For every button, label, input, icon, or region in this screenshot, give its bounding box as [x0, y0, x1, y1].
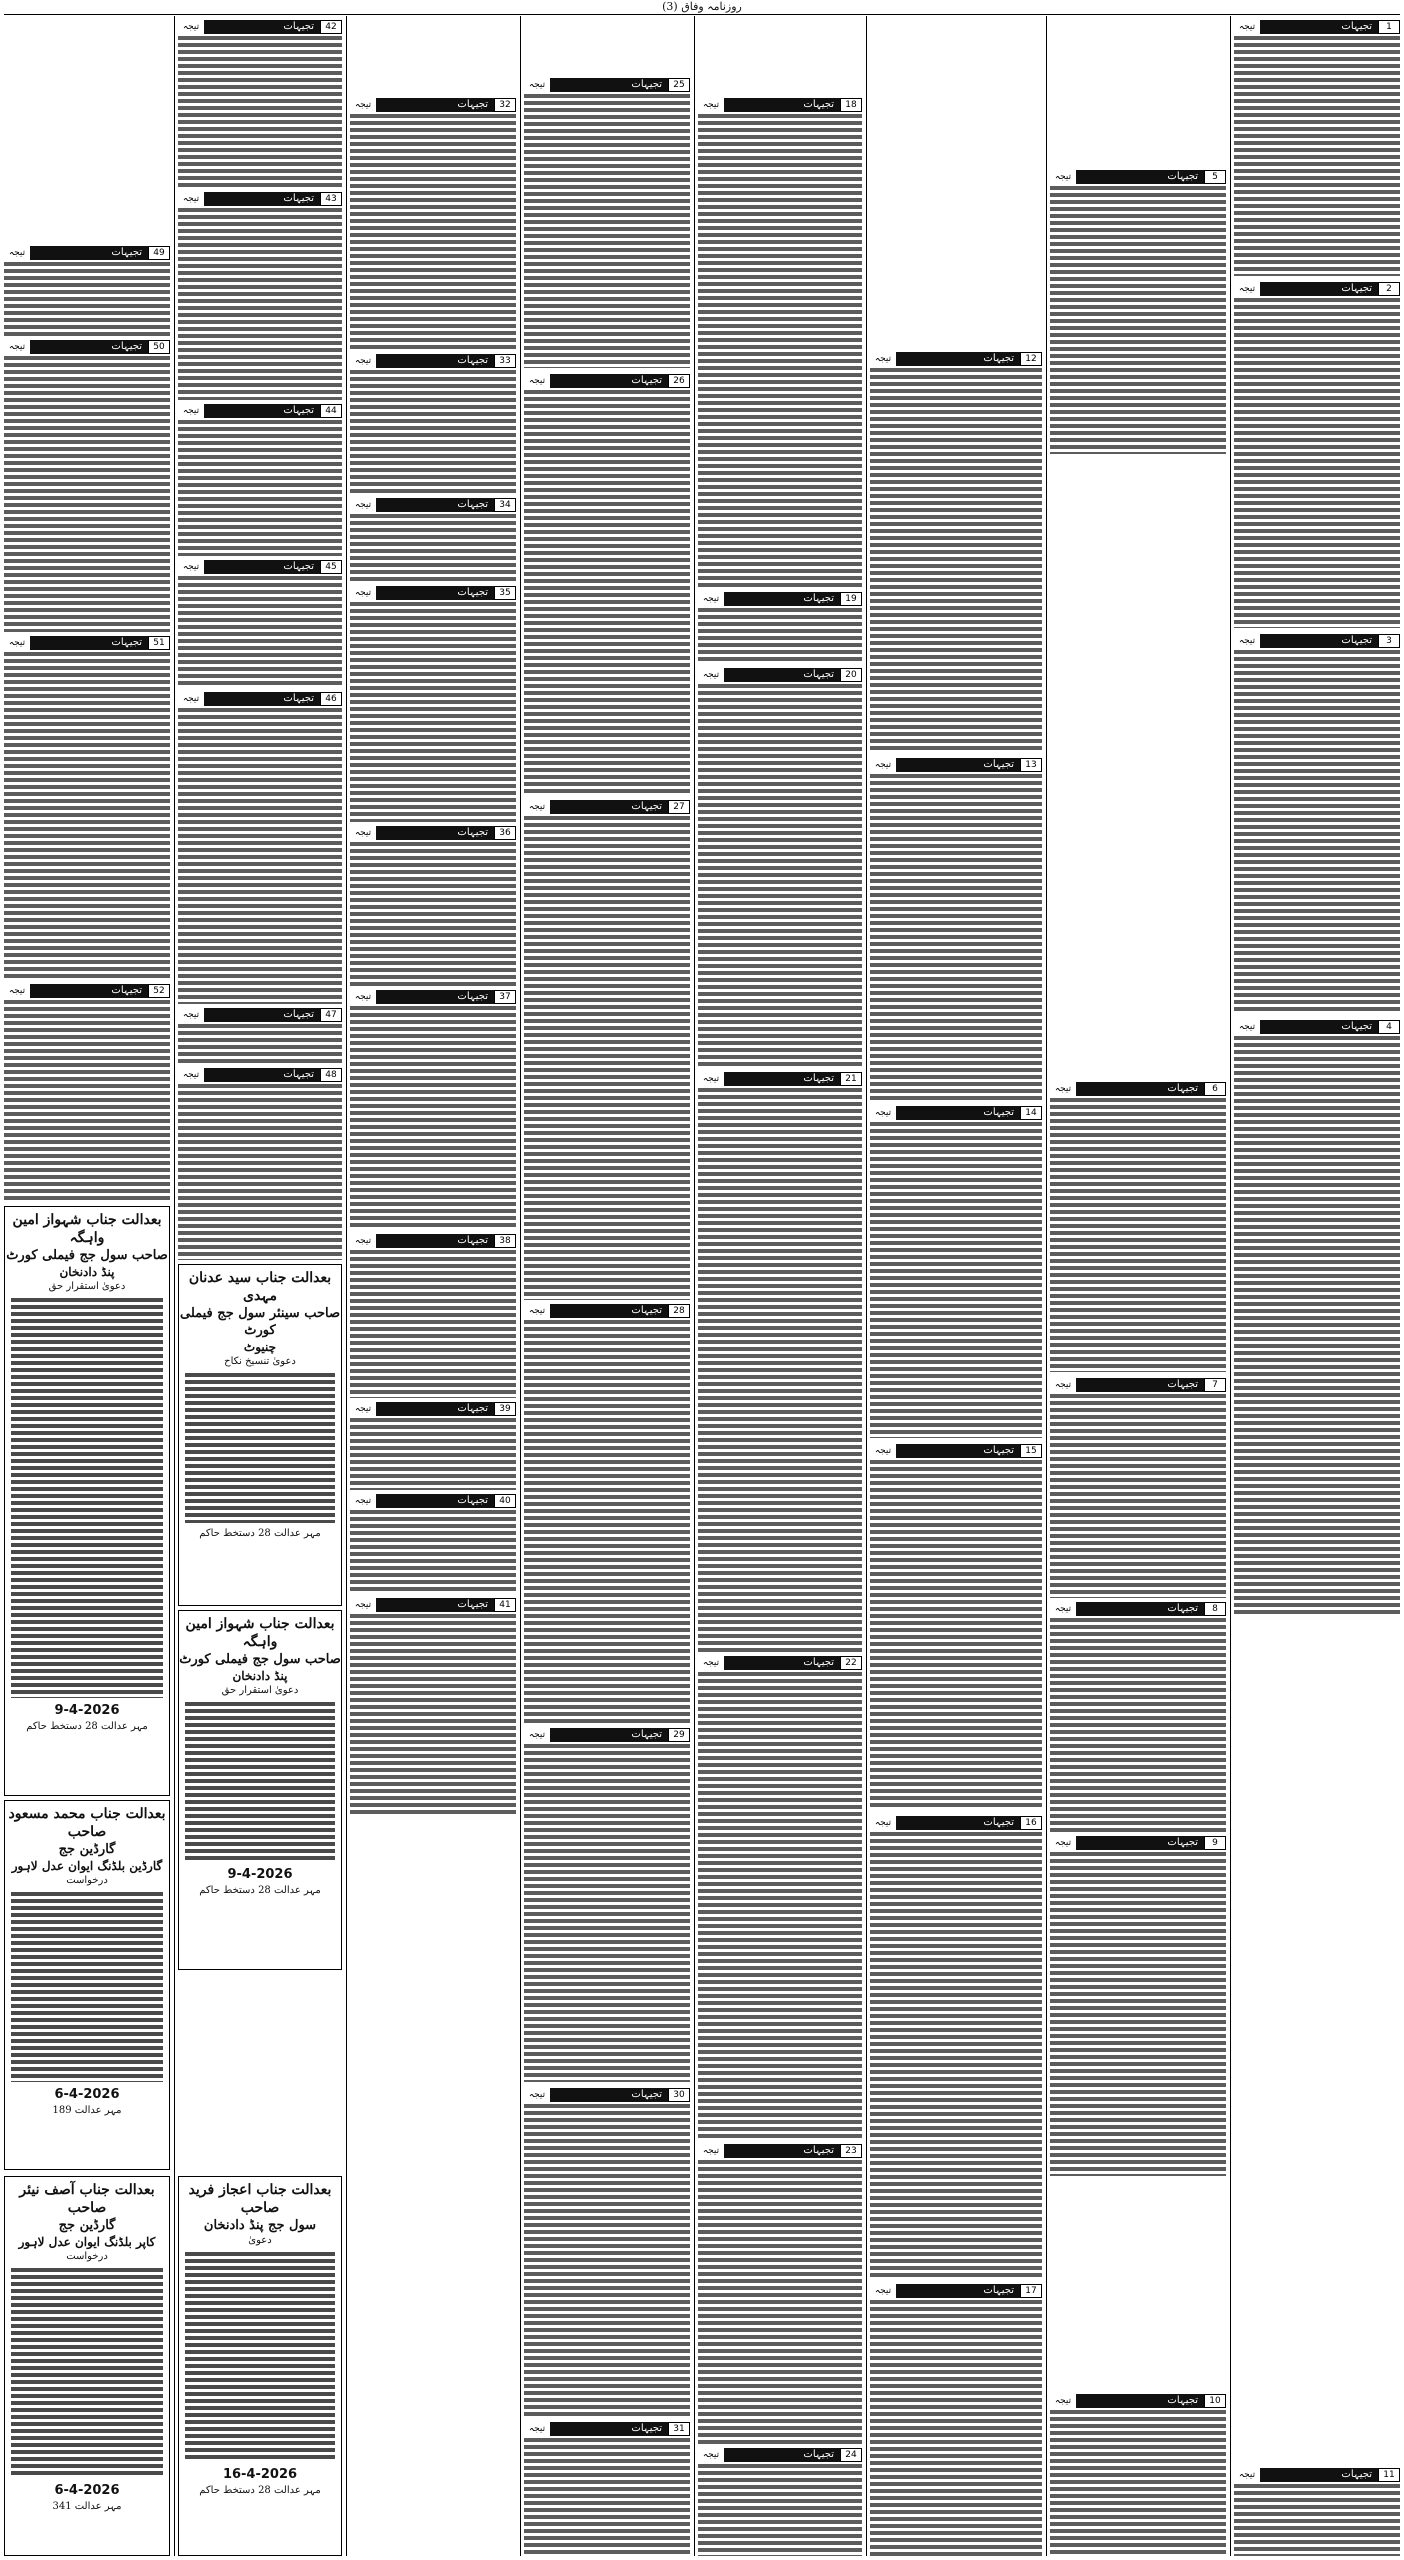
column-divider — [866, 16, 867, 2556]
story-item: 19 تجیہات تیجہ — [698, 592, 862, 662]
story-item: 28 تجیہات تیجہ — [524, 1304, 690, 1724]
story-item: 12 تجیہات تیجہ — [870, 352, 1042, 752]
story-item: 13 تجیہات تیجہ — [870, 758, 1042, 1100]
story-item: 40 تجیہات تیجہ — [350, 1494, 516, 1594]
notice-signature: مہر عدالت 28 دستخط حاکم — [26, 1721, 148, 1732]
notice-case: دعویٰ استقرار حق — [48, 1281, 126, 1292]
story-item: 3 تجیہات تیجہ — [1234, 634, 1400, 1014]
notice-court: بعدالت جناب محمد مسعود صاحب — [8, 1806, 166, 1840]
notice-court-title: گارڈین جج — [58, 1842, 116, 1857]
notice-body — [11, 2268, 163, 2478]
notice-date: 6-4-2026 — [54, 2483, 120, 2498]
notice-signature: مہر عدالت 28 دستخط حاکم — [199, 1528, 321, 1539]
notice-city: کاپر بلڈنگ ایوان عدل لاہور — [18, 2235, 156, 2249]
story-item: 31 تجیہات تیجہ — [524, 2422, 690, 2556]
column-divider — [346, 16, 347, 2556]
story-item: 6 تجیہات تیجہ — [1050, 1082, 1226, 1372]
court-notice — [4, 1206, 170, 1796]
column-divider — [174, 16, 175, 2556]
notice-date: 9-4-2026 — [227, 1867, 293, 1882]
story-item: 2 تجیہات تیجہ — [1234, 282, 1400, 628]
story-item: 23 تجیہات تیجہ — [698, 2144, 862, 2444]
story-item: 36 تجیہات تیجہ — [350, 826, 516, 986]
story-item: 51 تجیہات تیجہ — [4, 636, 170, 980]
story-item: 37 تجیہات تیجہ — [350, 990, 516, 1230]
story-item: 15 تجیہات تیجہ — [870, 1444, 1042, 1810]
notice-case: درخواست — [66, 2251, 108, 2262]
story-item: 35 تجیہات تیجہ — [350, 586, 516, 822]
story-item: 25 تجیہات تیجہ — [524, 78, 690, 368]
column-divider — [1230, 16, 1231, 2556]
notice-date: 9-4-2026 — [54, 1703, 120, 1718]
notice-signature: مہر عدالت 189 — [52, 2105, 122, 2116]
story-item: 8 تجیہات تیجہ — [1050, 1602, 1226, 1832]
column-divider — [1046, 16, 1047, 2556]
story-item: 26 تجیہات تیجہ — [524, 374, 690, 796]
story-item: 5 تجیہات تیجہ — [1050, 170, 1226, 454]
story-item: 45 تجیہات تیجہ — [178, 560, 342, 688]
notice-case: دعویٰ استقرار حق — [221, 1685, 299, 1696]
notice-case: درخواست — [66, 1875, 108, 1886]
story-item: 41 تجیہات تیجہ — [350, 1598, 516, 1814]
notice-court: بعدالت جناب شہواز امین واہگہ — [12, 1212, 162, 1246]
notice-court-title: صاحب سول جج فیملی کورٹ — [179, 1652, 341, 1667]
story-item: 49 تجیہات تیجہ — [4, 246, 170, 336]
notice-city: پنڈ دادنخان — [59, 1265, 115, 1279]
notice-signature: مہر عدالت 28 دستخط حاکم — [199, 2485, 321, 2496]
notice-case: دعویٰ — [248, 2235, 272, 2246]
notice-body — [11, 1298, 163, 1698]
notice-body — [185, 1373, 335, 1523]
page-title: روزنامہ وفاق (3) — [662, 0, 742, 13]
story-item: 7 تجیہات تیجہ — [1050, 1378, 1226, 1598]
notice-court: بعدالت جناب شہواز امین واہگہ — [185, 1616, 335, 1650]
notice-court-title: صاحب سول جج فیملی کورٹ — [6, 1248, 168, 1263]
story-item: 29 تجیہات تیجہ — [524, 1728, 690, 2082]
story-item: 24 تجیہات تیجہ — [698, 2448, 862, 2556]
column-divider — [694, 16, 695, 2556]
story-item: 34 تجیہات تیجہ — [350, 498, 516, 582]
story-item: 16 تجیہات تیجہ — [870, 1816, 1042, 2278]
notice-court: بعدالت جناب سید عدنان مہدی — [188, 1270, 332, 1304]
story-item: 22 تجیہات تیجہ — [698, 1656, 862, 2140]
notice-body — [11, 1892, 163, 2082]
notice-body — [185, 2252, 335, 2462]
story-item: 50 تجیہات تیجہ — [4, 340, 170, 632]
court-notice — [178, 1264, 342, 1606]
notice-signature: مہر عدالت 28 دستخط حاکم — [199, 1885, 321, 1896]
notice-city: چنیوٹ — [243, 1340, 277, 1354]
court-notice — [178, 1610, 342, 1970]
story-item: 43 تجیہات تیجہ — [178, 192, 342, 400]
story-item: 9 تجیہات تیجہ — [1050, 1836, 1226, 2176]
court-notice — [4, 1800, 170, 2170]
court-notice — [4, 2176, 170, 2556]
notice-signature: مہر عدالت 341 — [52, 2501, 122, 2512]
story-item: 47 تجیہات تیجہ — [178, 1008, 342, 1066]
story-item: 17 تجیہات تیجہ — [870, 2284, 1042, 2556]
story-item: 46 تجیہات تیجہ — [178, 692, 342, 1004]
story-item: 48 تجیہات تیجہ — [178, 1068, 342, 1260]
notice-case: دعویٰ تنسیخ نکاح — [224, 1356, 296, 1367]
story-item: 33 تجیہات تیجہ — [350, 354, 516, 494]
story-item: 4 تجیہات تیجہ — [1234, 1020, 1400, 1614]
story-item: 1 تجیہات تیجہ — [1234, 20, 1400, 276]
notice-city: گارڈین بلڈنگ ایوان عدل لاہور — [11, 1859, 163, 1873]
notice-body — [185, 1702, 335, 1862]
notice-date: 16-4-2026 — [222, 2467, 298, 2482]
notice-court-title: گارڈین جج — [58, 2218, 116, 2233]
notice-court: بعدالت جناب اعجاز فرید صاحب — [188, 2182, 332, 2216]
story-item: 18 تجیہات تیجہ — [698, 98, 862, 588]
story-item: 11 تجیہات تیجہ — [1234, 2468, 1400, 2556]
column-divider — [520, 16, 521, 2556]
story-item: 52 تجیہات تیجہ — [4, 984, 170, 1200]
story-item: 14 تجیہات تیجہ — [870, 1106, 1042, 1438]
story-item: 10 تجیہات تیجہ — [1050, 2394, 1226, 2554]
story-item: 20 تجیہات تیجہ — [698, 668, 862, 1068]
story-item: 44 تجیہات تیجہ — [178, 404, 342, 556]
story-item: 38 تجیہات تیجہ — [350, 1234, 516, 1398]
notice-court-title: سول جج پنڈ دادنخان — [203, 2218, 317, 2233]
story-item: 21 تجیہات تیجہ — [698, 1072, 862, 1654]
story-item: 42 تجیہات تیجہ — [178, 20, 342, 188]
notice-date: 6-4-2026 — [54, 2087, 120, 2102]
top-rule — [4, 14, 1400, 15]
court-notice — [178, 2176, 342, 2556]
notice-city: پنڈ دادنخان — [232, 1669, 288, 1683]
story-item: 39 تجیہات تیجہ — [350, 1402, 516, 1490]
story-item: 30 تجیہات تیجہ — [524, 2088, 690, 2418]
story-item: 27 تجیہات تیجہ — [524, 800, 690, 1300]
notice-court: بعدالت جناب آصف نیئر صاحب — [19, 2182, 155, 2216]
story-item: 32 تجیہات تیجہ — [350, 98, 516, 350]
notice-court-title: صاحب سینئر سول جج فیملی کورٹ — [179, 1306, 340, 1338]
